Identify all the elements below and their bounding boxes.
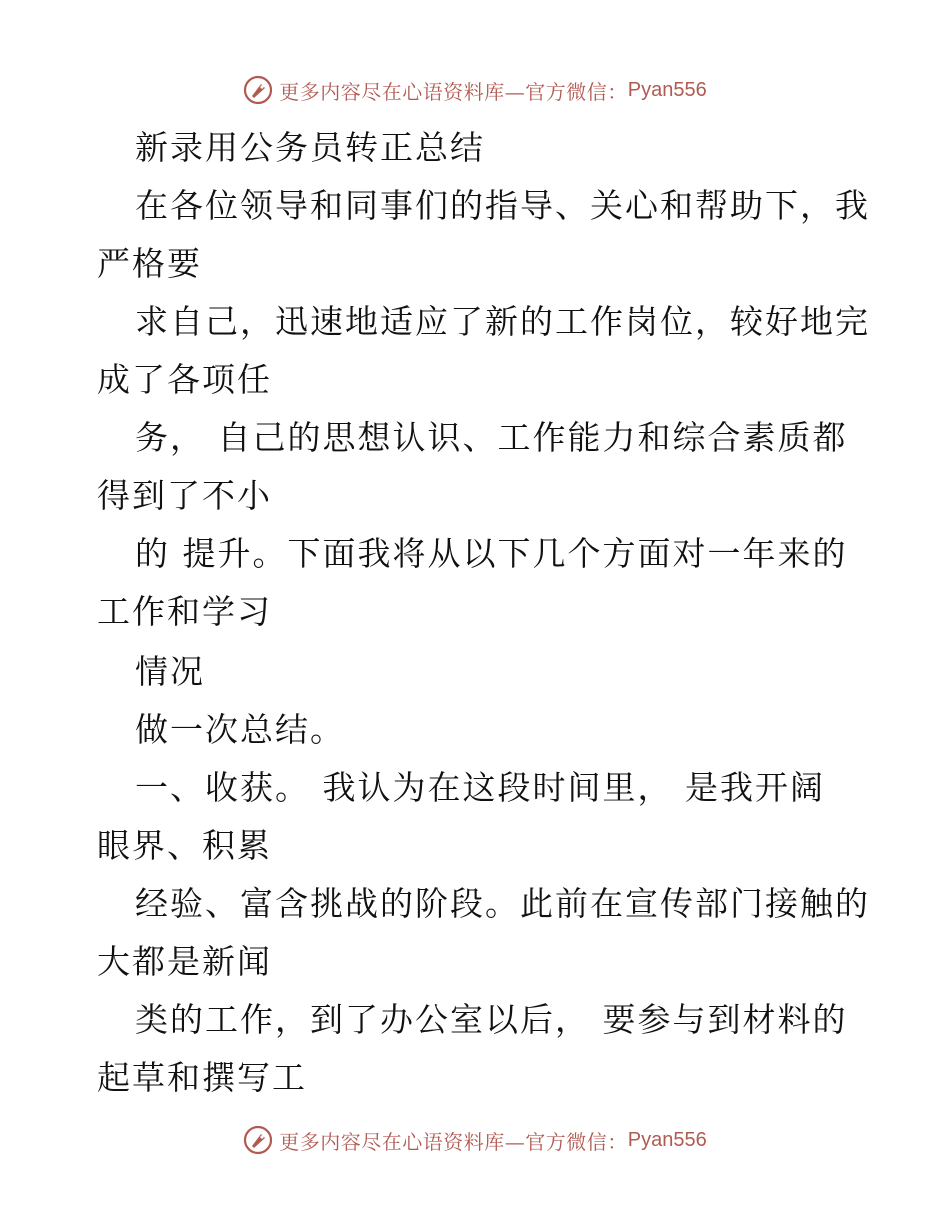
text-line: 一、收获。 我认为在这段时间里， 是我开阔 <box>135 768 825 807</box>
watermark-id: Pyan556 <box>627 1128 707 1151</box>
text-line: 得到了不小 <box>97 476 272 515</box>
text-line: 工作和学习 <box>97 592 272 631</box>
text-line: 务， 自己的思想认识、工作能力和综合素质都 <box>135 418 848 457</box>
text-line: 情况 <box>135 652 205 691</box>
watermark-text: 更多内容尽在心语资料库—官方微信： <box>279 79 628 104</box>
text-line: 在各位领导和同事们的指导、关心和帮助下，我 <box>135 186 870 225</box>
watermark-header <box>0 72 950 108</box>
text-line: 眼界、积累 <box>97 826 272 865</box>
document-title: 新录用公务员转正总结 <box>135 128 485 167</box>
text-line: 类的工作，到了办公室以后， 要参与到材料的 <box>135 1000 848 1039</box>
text-line: 起草和撰写工 <box>97 1058 307 1097</box>
watermark-text: 更多内容尽在心语资料库—官方微信： <box>279 1129 628 1154</box>
text-line: 经验、富含挑战的阶段。此前在宣传部门接触的 <box>135 884 870 923</box>
text-line: 成了各项任 <box>97 360 272 399</box>
watermark-footer <box>0 1122 950 1158</box>
text-line: 的 提升。下面我将从以下几个方面对一年来的 <box>135 534 848 573</box>
pen-nib-logo-icon <box>243 1125 273 1155</box>
text-line: 求自己，迅速地适应了新的工作岗位，较好地完 <box>135 302 870 341</box>
text-line: 严格要 <box>97 244 202 283</box>
text-line: 做一次总结。 <box>135 710 345 749</box>
pen-nib-logo-icon <box>243 75 273 105</box>
text-line: 大都是新闻 <box>97 942 272 981</box>
watermark-id: Pyan556 <box>627 78 707 101</box>
